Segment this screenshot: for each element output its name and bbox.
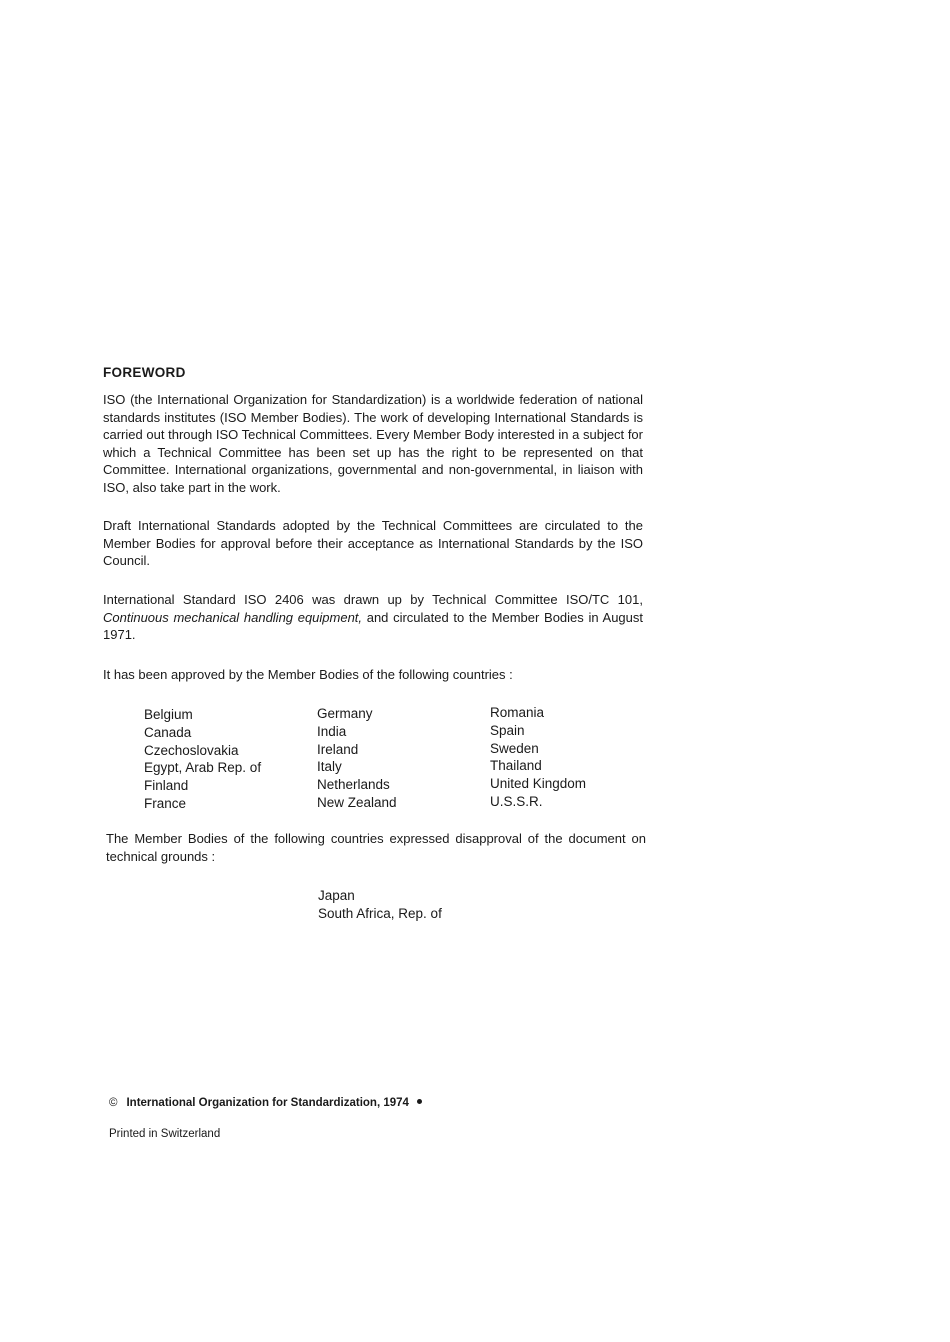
country-item: India (317, 723, 347, 739)
country-item: South Africa, Rep. of (318, 905, 442, 921)
country-item: Japan (318, 888, 355, 903)
paragraph-draft-standards: Draft International Standards adopted by the Technical Committees are circulated to the Member Bodies for approval before their acceptance as International Standards by the ISO Council. (103, 518, 643, 568)
country-item: Czechoslovakia (144, 742, 239, 758)
committee-title: Continuous mechanical handling equipment, (103, 609, 363, 625)
copyright-icon: © (109, 1097, 118, 1109)
copyright-text: International Organization for Standardization, 1974 (126, 1097, 409, 1109)
country-item: Ireland (317, 741, 359, 757)
country-item: Belgium (144, 707, 193, 722)
country-item: Spain (490, 722, 525, 738)
paragraph-iso-federation: ISO (the International Organization for Standardization) is a worldwide federation of national standards institutes (ISO Member Bodies). The work of developing International Standards is carried out through ISO Technical Committees. Every Member Body interested in a subject for which a Technical Committee has been set up has the right to be represented on that Committee. International organizations, governmental and non-governmental, in liaison with ISO, also take part in the work. (103, 392, 643, 495)
country-item: United Kingdom (490, 776, 587, 792)
paragraph-iso-2406-outro: and circulated to the Member Bodies in August 1971. (103, 609, 644, 642)
approving-countries-column-2 (317, 705, 397, 812)
disapproving-countries (318, 887, 442, 923)
approving-countries-column-3 (490, 704, 586, 811)
country-item: Finland (144, 778, 189, 794)
paragraph-iso-2406-intro: International Standard ISO 2406 was drawn up by Technical Committee ISO/TC 101, (103, 592, 643, 607)
copyright-line (109, 1097, 422, 1109)
country-item: Romania (490, 705, 545, 720)
country-item: Italy (317, 759, 342, 775)
country-item: U.S.S.R. (490, 793, 543, 809)
paragraph-approval-intro: It has been approved by the Member Bodies of the following countries : (103, 667, 513, 682)
printed-in-line: Printed in Switzerland (109, 1128, 221, 1140)
country-item: Canada (144, 724, 192, 740)
country-item: Thailand (490, 758, 542, 774)
country-item: Germany (317, 706, 373, 721)
country-item: Netherlands (317, 777, 390, 793)
country-item: Egypt, Arab Rep. of (144, 760, 262, 776)
country-item: Sweden (490, 740, 539, 756)
paragraph-iso-2406 (103, 591, 643, 644)
paragraph-disapproval-intro: The Member Bodies of the following countries expressed disapproval of the document on technical grounds : (106, 831, 646, 864)
approving-countries-column-1 (144, 706, 261, 813)
bullet-icon (417, 1099, 422, 1104)
country-item: France (144, 795, 187, 811)
foreword-heading: FOREWORD (103, 365, 186, 380)
country-item: New Zealand (317, 794, 397, 810)
